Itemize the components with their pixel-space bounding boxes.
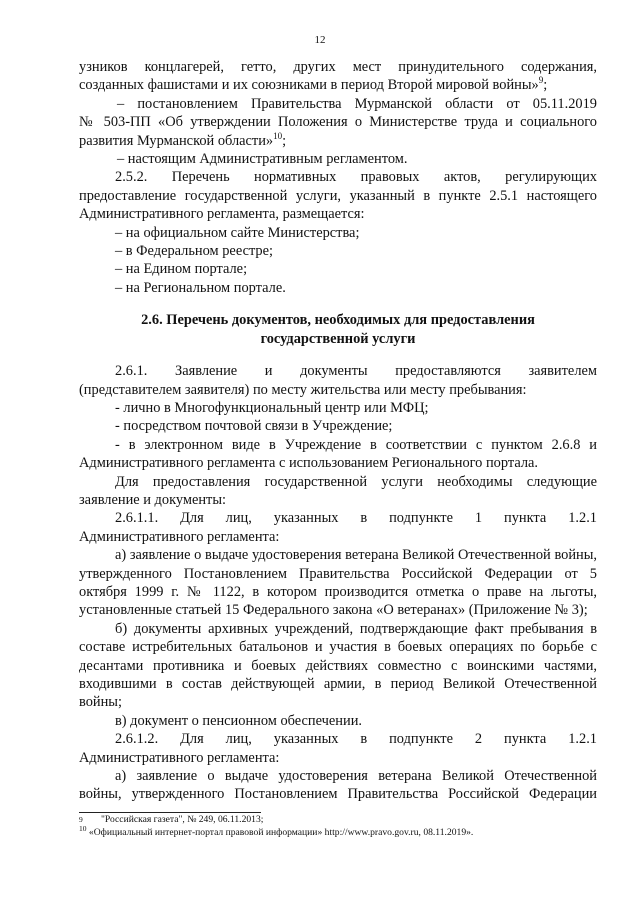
spacer xyxy=(79,348,597,362)
list-item: – на Едином портале; xyxy=(115,261,248,278)
paragraph: 2.6.1.2. Для лиц, указанных в подпункте 2 пункта 1.2.1 xyxy=(115,731,597,748)
paragraph: Административного регламента с использованием Регионального портала. xyxy=(79,455,539,472)
footnote-mark: 10 xyxy=(79,823,87,833)
footnote-ref[interactable]: 10 xyxy=(273,130,283,141)
paragraph: – постановлением Правительства Мурманской области от 05.11.2019 xyxy=(117,95,597,112)
text-run: № 503-ПП «Об утверждении Положения о Министерстве труда и социального развития Мурманской области» xyxy=(79,114,597,149)
paragraph: предоставление государственной услуги, указанный в пункте 2.5.1 настоящего Административного регламента, размещается: xyxy=(79,187,597,223)
list-item: – на Региональном портале. xyxy=(115,279,286,296)
footnote-text: "Российская газета", № 249, 06.11.2013; xyxy=(101,814,264,825)
section-heading: 2.6. Перечень документов, необходимых для предоставления xyxy=(141,312,535,329)
section-heading: государственной услуги xyxy=(260,330,416,347)
text-run: ; xyxy=(543,77,548,94)
paragraph: (представителем заявителя) по месту жительства или месту пребывания: xyxy=(79,381,527,398)
paragraph: узников концлагерей, гетто, других мест принудительного содержания, xyxy=(79,59,597,75)
paragraph: Для предоставления государственной услуги необходимы следующие xyxy=(115,473,597,490)
list-item: – в Федеральном реестре; xyxy=(115,243,274,260)
paragraph: – настоящим Административным регламентом. xyxy=(117,151,408,168)
list-item: – на официальном сайте Министерства; xyxy=(115,224,360,241)
paragraph: 2.6.1. Заявление и документы предоставляются заявителем xyxy=(115,363,597,380)
list-item: - посредством почтовой связи в Учреждение; xyxy=(115,418,393,435)
footnote xyxy=(79,823,599,839)
footnote-mark: 9 xyxy=(79,815,83,824)
paragraph: Административного регламента: xyxy=(79,528,280,545)
paragraph: в) документ о пенсионном обеспечении. xyxy=(115,712,362,729)
spacer xyxy=(79,297,597,311)
paragraph xyxy=(79,113,597,150)
paragraph: заявление и документы: xyxy=(79,491,227,508)
text-run: созданных фашистами и их союзниками в период Второй мировой войны» xyxy=(79,77,539,94)
footnote-separator xyxy=(79,812,261,813)
paragraph: а) заявление о выдаче удостоверения ветерана Великой Отечественной войны, утвержденного Постановлением Правительства Российской Федерации от 5 октября 1999 г. № 1122, в котором производится отметка о праве на льготы, установленные статьей 15 Федерального закона «О ветеранах» (Приложение № 3); xyxy=(79,547,597,619)
list-item: - в электронном виде в Учреждение в соответствии с пунктом 2.6.8 и xyxy=(115,436,597,453)
document-body xyxy=(79,58,597,804)
footnote-text[interactable]: «Официальный интернет-портал правовой информации» http://www.pravo.gov.ru, 08.11.2019». xyxy=(88,827,474,838)
paragraph: б) документы архивных учреждений, подтверждающие факт пребывания в составе истребительных батальонов и участия в боевых операциях по борьбе с десантами противника и боевых действиях совместно с воинскими частями, входившими в состав действующей армии, в период Великой Отечественной войны; xyxy=(79,620,597,711)
paragraph: а) заявление о выдаче удостоверения ветерана Великой Отечественной xyxy=(115,768,597,785)
footnote-ref[interactable]: 9 xyxy=(538,75,544,86)
list-item: - лично в Многофункциональный центр или МФЦ; xyxy=(115,399,429,416)
paragraph: 2.6.1.1. Для лиц, указанных в подпункте 1 пункта 1.2.1 xyxy=(115,510,597,527)
text-run: ; xyxy=(282,132,287,149)
paragraph xyxy=(79,76,597,94)
paragraph: 2.5.2. Перечень нормативных правовых актов, регулирующих xyxy=(115,169,597,186)
paragraph: Административного регламента: xyxy=(79,749,280,766)
page-number: 12 xyxy=(314,34,326,46)
paragraph: войны, утвержденного Постановлением Правительства Российской Федерации xyxy=(79,786,597,803)
footnote xyxy=(79,814,599,826)
